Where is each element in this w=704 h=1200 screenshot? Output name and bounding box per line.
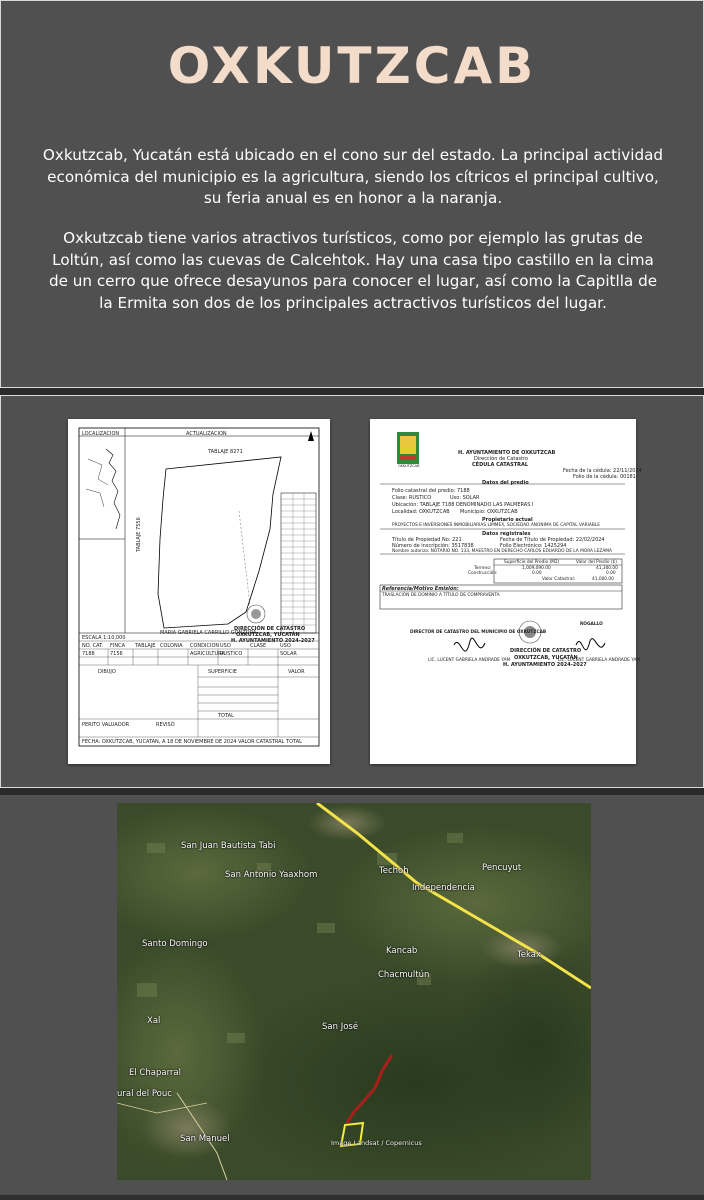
folio: Folio de la cédula: 00181 (573, 474, 636, 480)
map-terrain (117, 803, 591, 1180)
place-label: ural del Pouc (117, 1089, 172, 1099)
neighbor-owner: MARIA GABRIELA CARRILLO GONZORA (160, 630, 257, 636)
place-label: Chacmultún (378, 970, 430, 980)
building-label: Construcción: (468, 571, 498, 576)
field-folio: Folio catastral del predio: 7188 (392, 488, 470, 494)
owner-name: PROYECTOS E INVERSIONES INMOBILIARIAS LIMMEX, SOCIEDAD ANONIMA DE CAPITAL VARIABLE (392, 523, 600, 528)
lot-label: TABLAJE 8271 (208, 449, 243, 455)
place-label: San Juan Bautista Tabi (181, 841, 276, 851)
field-use: Uso: SOLAR (450, 495, 480, 501)
place-label: Pencuyut (482, 863, 522, 873)
table-header-5: CONDICION (190, 643, 220, 649)
cedula-stamp-line-2: OXKUTZCAB, YUCATÁN (514, 655, 578, 661)
table-header-3: TABLAJE (135, 643, 156, 649)
registry-title: Título de Propiedad No: 221 (392, 537, 462, 543)
value-column: Valor del Predio ($) (576, 560, 617, 565)
place-label: Independencia (412, 883, 475, 893)
plot-plan-drawing (68, 419, 330, 764)
field-municipality: Municipio: OXKUTZCAB (460, 509, 518, 515)
place-label: Techoh (379, 866, 409, 876)
reviewed-label: REVISÓ (156, 722, 175, 728)
table-value-1: 7188 (82, 651, 95, 657)
building-surface: 0.00 (532, 571, 542, 576)
land-value: 41,300.00 (596, 566, 618, 571)
scale-label: ESCALA 1:10,000 (82, 635, 126, 641)
place-label: San José (322, 1022, 359, 1032)
table-header-4: COLONIA (160, 643, 183, 649)
cedula-stamp-line-1: DIRECCIÓN DE CATASTRO (510, 648, 582, 654)
registry-notary: Nombre autorizo: NOTARIO NO. 133, MAESTRO EN DERECHO CARLOS EDUARDO DE LA MORA LEZAMA (392, 549, 612, 554)
valuer-label: PERITO VALUADOR (82, 722, 130, 728)
table-value-5: AGRICULTURA (190, 651, 225, 657)
table-value-8: SOLAR (280, 651, 297, 657)
plan-stamp-line-3: H. AYUNTAMIENTO 2024-2027 (231, 638, 315, 644)
plan-stamp-line-2: OXKUTZCAB, YUCATÁN (236, 632, 300, 638)
place-label: Tekax (517, 950, 541, 960)
page-title: OXKUTZCAB (167, 37, 537, 95)
table-value-2: 7156 (110, 651, 123, 657)
cedula-stamp-line-3: H. AYUNTAMIENTO 2024-2027 (503, 662, 587, 668)
registry-section: Datos registrales (482, 531, 531, 537)
plot-plan-document[interactable] (68, 419, 330, 764)
plan-stamp-line-1: DIRECCIÓN DE CATASTRO (234, 626, 306, 632)
table-header-6: USO (220, 643, 231, 649)
field-class: Clase: RUSTICO (392, 495, 432, 501)
intro-section (0, 0, 704, 388)
section-divider (0, 388, 704, 395)
total-label: TOTAL (218, 713, 234, 719)
building-value: 0.00 (606, 571, 616, 576)
value-header: VALOR (288, 669, 305, 675)
registry-folio: Folio Electrónico: 1425294 (500, 543, 567, 549)
place-label: Santo Domingo (142, 939, 208, 949)
field-locality: Localidad: OXKUTZCAB (392, 509, 450, 515)
place-label: San Antonio Yaaxhom (225, 870, 318, 880)
place-label: Xal (147, 1016, 161, 1026)
place-label: El Chaparral (129, 1068, 181, 1078)
issue-date: Fecha de la cédula: 22/11/2024 (563, 468, 642, 474)
satellite-map[interactable] (117, 803, 591, 1180)
drawing-label: DIBUJO (98, 669, 116, 675)
place-label: San Manuel (180, 1134, 230, 1144)
predio-section: Datos del predio (482, 480, 529, 486)
field-location: Ubicación: TABLAJE 7188 DENOMINADO LAS PALMERAS I (392, 502, 534, 508)
table-value-6: RUSTICO (220, 651, 243, 657)
reason-text: TRASLACIÓN DE DOMINIO A TÍTULO DE COMPRAVENTA (382, 593, 500, 598)
update-label: ACTUALIZACION (186, 431, 227, 437)
table-header-8: USO (280, 643, 291, 649)
neighbor-side-label: TABLAJE 7556 (136, 517, 142, 552)
table-header-2: FINCA (110, 643, 126, 649)
logo-text: OXKUTZCAB (398, 464, 420, 468)
reason-title: Referencia/Motivo Emisión: (382, 586, 459, 592)
land-surface: 1,009,090.00 (522, 566, 551, 571)
other-title: ROGALLO (580, 622, 603, 627)
registry-inscription: Número de inscripción: 3517838 (392, 543, 474, 549)
registry-title-date: Fecha de Título de Propiedad: 22/02/2024 (500, 537, 605, 543)
surface-column: Superficie del Predio (M2) (504, 560, 560, 565)
map-credit: Image Landsat / Copernicus (331, 1139, 422, 1147)
cadastral-value-label: VALOR CATASTRAL TOTAL (238, 739, 302, 745)
director-title: DIRECTOR DE CATASTRO DEL MUNICIPIO DE OXKUTZCAB (410, 630, 547, 635)
land-label: Terreno: (474, 566, 492, 571)
cadastral-label: Valor Catastral: (542, 577, 576, 582)
owner-section: Propietario actual (482, 517, 533, 523)
plan-footer: FECHA: OXKUTZCAB, YUCATAN, A 18 DE NOVIEMBRE DE 2024 (82, 739, 237, 745)
cadastral-certificate-document[interactable] (370, 419, 642, 764)
intro-paragraph-2: Oxkutzcab tiene varios atractivos turísticos, como por ejemplo las grutas de Loltún, así como las cuevas de Calcehtok. Hay una casa tipo castillo en la cima de un cerro que ofrece desayunos para conocer el lugar, así como la Capitlla de la Ermita son dos de los principales actractivos turísticos del lugar. (48, 229, 658, 312)
cedula-subheader: Dirección de Catastro (474, 456, 528, 462)
surface-header: SUPERFICIE (208, 669, 237, 675)
cadastral-value: 41,000.00 (592, 577, 614, 582)
table-header-1: NO. CAT. (82, 643, 104, 649)
intro-paragraph-1: Oxkutzcab, Yucatán está ubicado en el cono sur del estado. La principal actividad económica del municipio es la agricultura, siendo los cítricos el principal cultivo, su feria anual es en honor a la naranja. (42, 146, 664, 207)
signer-1: LIC. LUCENT GABRIELA ANDRADE YAM (428, 658, 511, 663)
table-header-7: CLASE (250, 643, 267, 649)
cedula-header: H. AYUNTAMIENTO DE OXKUTZCAB (458, 450, 556, 456)
signer-2: LIC. LUCENT GABRIELA ANDRADE YAM (558, 658, 641, 663)
section-divider (0, 788, 704, 795)
place-label: Kancab (386, 946, 418, 956)
location-label: LOCALIZACION (82, 431, 120, 437)
cedula-title: CÉDULA CATASTRAL (472, 462, 529, 468)
